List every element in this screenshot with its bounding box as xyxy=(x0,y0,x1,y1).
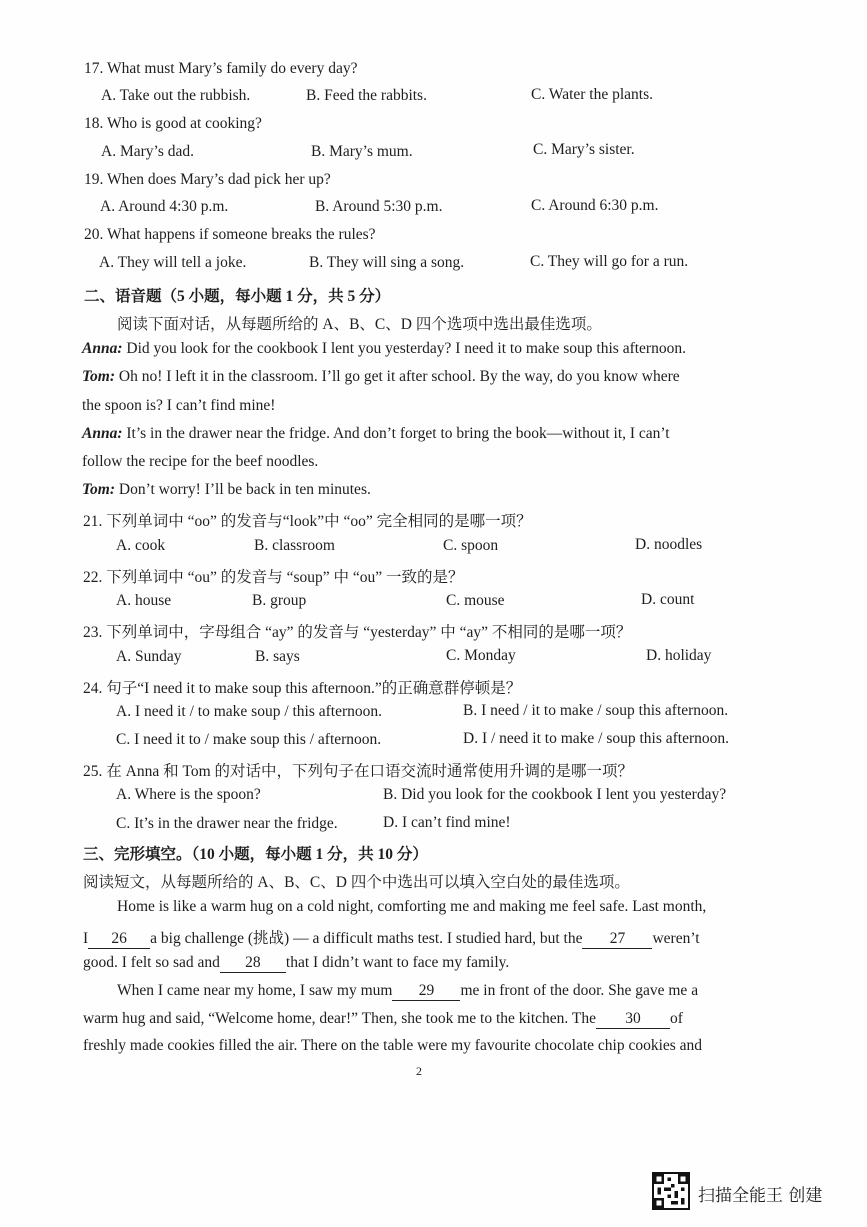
option-24d: D. I / need it to make / soup this afternoon. xyxy=(463,730,730,747)
option-19b: B. Around 5:30 p.m. xyxy=(315,198,443,215)
option-22b: B. group xyxy=(252,592,307,609)
section-3-instructions: 阅读短文，从每题所给的 A、B、C、D 四个中选出可以填入空白处的最佳选项。 xyxy=(83,874,630,891)
passage-text: that I didn’t want to face my family. xyxy=(285,954,510,971)
question-25: 25. 在 Anna 和 Tom 的对话中，下列句子在口语交流时通常使用升调的是哪一项？ xyxy=(83,763,634,780)
question-18: 18. Who is good at cooking? xyxy=(84,115,262,132)
dialog-text: Oh no! I left it in the classroom. I’ll go get it after school. By the way, do you know where xyxy=(115,368,680,385)
option-25b: B. Did you look for the cookbook I lent you yesterday? xyxy=(383,786,727,803)
dialog-text: the spoon is? I can’t find mine! xyxy=(82,397,276,414)
option-19a: A. Around 4:30 p.m. xyxy=(100,198,229,215)
blank-28[interactable]: 28 xyxy=(220,954,286,973)
option-21c: C. spoon xyxy=(443,537,499,554)
passage-text: a big challenge (挑战) — a difficult maths test. I studied hard, but the xyxy=(150,930,583,947)
question-20: 20. What happens if someone breaks the rules? xyxy=(84,226,376,243)
blank-29[interactable]: 29 xyxy=(392,982,460,1001)
option-25d: D. I can’t find mine! xyxy=(383,814,511,831)
option-25c: C. It’s in the drawer near the fridge. xyxy=(116,815,338,832)
option-20b: B. They will sing a song. xyxy=(309,254,465,271)
passage-line: Home is like a warm hug on a cold night, comforting me and making me feel safe. Last month, xyxy=(117,898,707,915)
page-number: 2 xyxy=(416,1064,422,1078)
passage-line xyxy=(83,954,509,973)
section-3-title: 三、完形填空。（10 小题，每小题 1 分，共 10 分） xyxy=(83,846,428,863)
option-24b: B. I need / it to make / soup this afternoon. xyxy=(463,702,729,719)
question-17: 17. What must Mary’s family do every day? xyxy=(84,60,358,77)
dialog-text: follow the recipe for the beef noodles. xyxy=(82,453,319,470)
passage-text: of xyxy=(669,1010,683,1027)
option-25a: A. Where is the spoon? xyxy=(116,786,261,803)
section-2-title: 二、语音题（5 小题，每小题 1 分，共 5 分） xyxy=(84,288,391,305)
option-23a: A. Sunday xyxy=(116,648,182,665)
passage-line: freshly made cookies filled the air. There on the table were my favourite chocolate chip cookies and xyxy=(83,1037,703,1054)
blank-27[interactable]: 27 xyxy=(582,930,652,949)
option-18a: A. Mary’s dad. xyxy=(101,143,194,160)
watermark-text: 扫描全能王 创建 xyxy=(698,1186,823,1206)
passage-text: I xyxy=(83,930,89,947)
passage-line xyxy=(117,982,698,1001)
speaker-label: Anna: xyxy=(82,340,123,357)
option-21b: B. classroom xyxy=(254,537,335,554)
blank-30[interactable]: 30 xyxy=(596,1010,670,1029)
dialog-text: It’s in the drawer near the fridge. And don’t forget to bring the book—without it, I can’t xyxy=(122,425,670,442)
passage-text: weren’t xyxy=(652,930,700,947)
option-17b: B. Feed the rabbits. xyxy=(306,87,427,104)
option-23d: D. holiday xyxy=(646,647,712,664)
dialog-line xyxy=(82,368,680,386)
option-19c: C. Around 6:30 p.m. xyxy=(531,197,659,214)
dialog-text: Don’t worry! I’ll be back in ten minutes. xyxy=(115,481,371,498)
option-23c: C. Monday xyxy=(446,647,516,664)
passage-line xyxy=(83,1010,683,1029)
speaker-label: Tom: xyxy=(82,368,116,385)
dialog-line xyxy=(82,340,686,358)
dialog-line xyxy=(82,481,371,499)
option-20c: C. They will go for a run. xyxy=(530,253,689,270)
passage-text: me in front of the door. She gave me a xyxy=(460,982,699,999)
option-23b: B. says xyxy=(255,648,300,665)
option-22c: C. mouse xyxy=(446,592,505,609)
question-23: 23. 下列单词中，字母组合 “ay” 的发音与 “yesterday” 中 “ay” 不相同的是哪一项？ xyxy=(83,624,632,641)
passage-text: warm hug and said, “Welcome home, dear!” Then, she took me to the kitchen. The xyxy=(83,1010,596,1027)
option-20a: A. They will tell a joke. xyxy=(99,254,247,271)
dialog-text: Did you look for the cookbook I lent you yesterday? I need it to make soup this afternoon. xyxy=(122,340,686,357)
section-2-instructions: 阅读下面对话，从每题所给的 A、B、C、D 四个选项中选出最佳选项。 xyxy=(117,316,602,333)
option-21a: A. cook xyxy=(116,537,166,554)
option-22a: A. house xyxy=(116,592,172,609)
option-18b: B. Mary’s mum. xyxy=(311,143,413,160)
speaker-label: Tom: xyxy=(82,481,116,498)
option-18c: C. Mary’s sister. xyxy=(533,141,635,158)
question-19: 19. When does Mary’s dad pick her up? xyxy=(84,171,331,188)
qr-code-icon xyxy=(652,1172,690,1210)
blank-26[interactable]: 26 xyxy=(88,930,150,949)
question-22: 22. 下列单词中 “ou” 的发音与 “soup” 中 “ou” 一致的是？ xyxy=(83,569,464,586)
option-24c: C. I need it to / make soup this / afternoon. xyxy=(116,731,382,748)
option-22d: D. count xyxy=(641,591,695,608)
passage-text: When I came near my home, I saw my mum xyxy=(117,982,393,999)
option-24a: A. I need it / to make soup / this afternoon. xyxy=(116,703,383,720)
passage-text: good. I felt so sad and xyxy=(83,954,220,971)
dialog-line xyxy=(82,453,318,471)
question-24: 24. 句子“I need it to make soup this afternoon.”的正确意群停顿是？ xyxy=(83,680,522,697)
option-17c: C. Water the plants. xyxy=(531,86,654,103)
option-17a: A. Take out the rubbish. xyxy=(101,87,251,104)
dialog-line xyxy=(82,397,275,415)
dialog-line xyxy=(82,425,670,443)
speaker-label: Anna: xyxy=(82,425,123,442)
option-21d: D. noodles xyxy=(635,536,703,553)
passage-line xyxy=(83,926,700,949)
question-21: 21. 下列单词中 “oo” 的发音与“look”中 “oo” 完全相同的是哪一项？ xyxy=(83,513,532,530)
